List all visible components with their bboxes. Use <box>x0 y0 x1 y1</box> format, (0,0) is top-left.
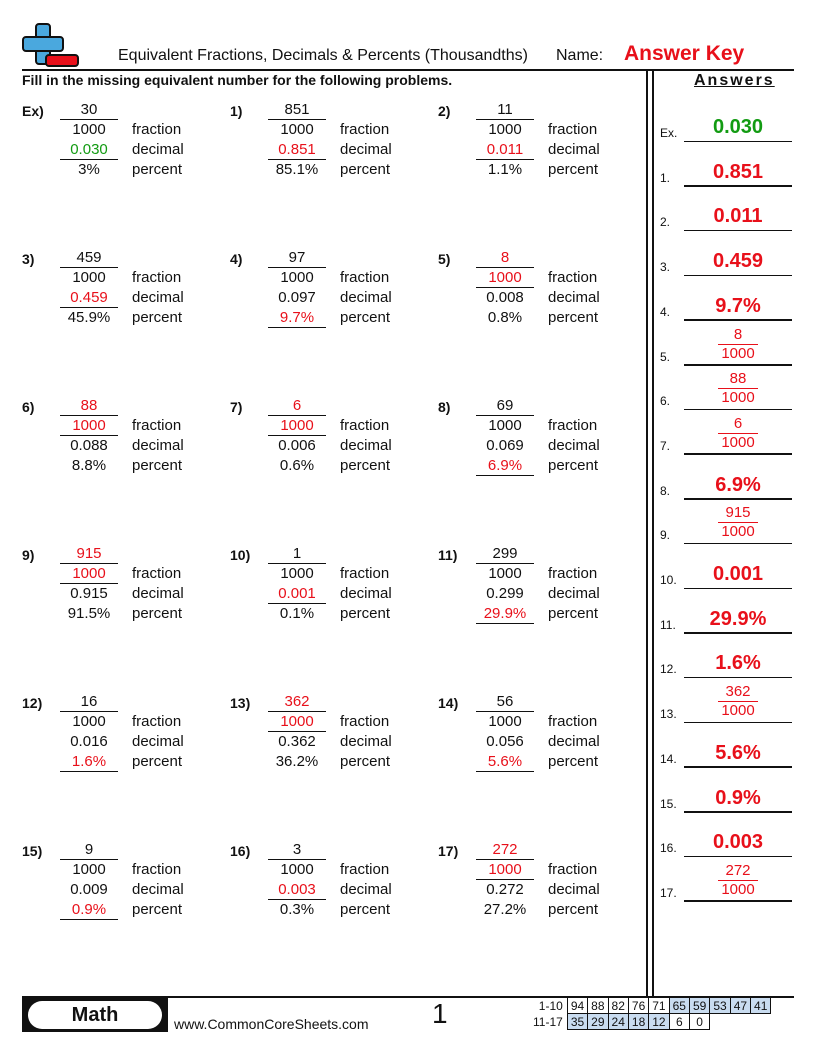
numerator: 459 <box>60 248 118 268</box>
denominator: 1000 <box>268 416 326 436</box>
score-cell: 24 <box>608 1014 628 1030</box>
problem-item <box>438 100 638 200</box>
answer-number: 10. <box>660 573 677 587</box>
answer-row <box>660 502 792 546</box>
answer-number: 14. <box>660 751 677 766</box>
denominator: 1000 <box>280 269 314 286</box>
answer-row <box>660 681 792 725</box>
fraction-label: fraction <box>340 861 390 878</box>
score-cell: 29 <box>588 1014 608 1030</box>
decimal-label: decimal <box>340 141 392 158</box>
decimal-label: decimal <box>548 585 600 602</box>
percent-label: percent <box>132 901 183 918</box>
decimal-label: decimal <box>340 585 392 602</box>
answers-heading: Answers <box>694 72 775 89</box>
problem-item <box>230 692 430 792</box>
percent-value: 0.9% <box>60 900 118 920</box>
answer-value: 5.6% <box>715 741 761 764</box>
answer-fraction <box>684 415 792 452</box>
numerator: 915 <box>60 544 118 564</box>
problem-item <box>22 248 222 348</box>
percent-label: percent <box>548 161 599 178</box>
fraction-label: fraction <box>132 121 182 138</box>
answer-numerator: 6 <box>718 415 758 434</box>
header-divider <box>22 69 794 71</box>
fraction-label: fraction <box>340 269 390 286</box>
answer-number: 5. <box>660 349 671 364</box>
name-label: Name: <box>556 47 604 64</box>
score-cell: 94 <box>567 998 587 1014</box>
answers-column-divider <box>646 70 648 998</box>
answer-row <box>660 413 792 457</box>
denominator: 1000 <box>72 713 106 730</box>
answer-fraction <box>684 326 792 363</box>
problem-number: 3) <box>22 251 35 267</box>
answer-line <box>684 856 792 858</box>
fraction-label: fraction <box>340 565 390 582</box>
plus-minus-logo-icon <box>22 22 80 68</box>
numerator: 272 <box>476 840 534 860</box>
decimal-value: 0.030 <box>60 140 118 160</box>
problem-item <box>230 396 430 496</box>
answer-row <box>660 726 792 770</box>
answer-number: 9. <box>660 528 671 543</box>
score-cell: 53 <box>710 998 730 1014</box>
percent-value: 91.5% <box>67 605 111 622</box>
answer-value: 0.003 <box>712 831 764 854</box>
answer-line <box>684 766 792 768</box>
numerator: 88 <box>60 396 118 416</box>
percent-label: percent <box>548 457 599 474</box>
decimal-label: decimal <box>340 881 392 898</box>
decimal-label: decimal <box>132 437 184 454</box>
answer-number: 1. <box>660 170 671 185</box>
problem-number: 1) <box>230 103 243 119</box>
percent-value: 0.3% <box>279 901 315 918</box>
answer-numerator: 88 <box>718 370 758 389</box>
problem-item <box>438 544 638 644</box>
problem-number: 8) <box>438 399 451 415</box>
fraction-label: fraction <box>548 861 598 878</box>
percent-value: 36.2% <box>275 753 319 770</box>
decimal-label: decimal <box>548 289 600 306</box>
percent-value: 85.1% <box>275 161 319 178</box>
percent-label: percent <box>548 605 599 622</box>
answer-row <box>660 547 792 591</box>
problem-number: 12) <box>22 695 43 711</box>
answer-denominator: 1000 <box>721 880 755 898</box>
numerator: 16 <box>60 692 118 712</box>
decimal-label: decimal <box>548 141 600 158</box>
percent-value: 1.6% <box>60 752 118 772</box>
problem-number: Ex) <box>22 103 44 119</box>
problem-number: 10) <box>230 547 251 563</box>
percent-label: percent <box>132 309 183 326</box>
answer-value: 29.9% <box>709 607 767 630</box>
answer-denominator: 1000 <box>721 702 755 720</box>
numerator: 9 <box>60 840 118 860</box>
answer-number: 12. <box>660 662 677 677</box>
fraction-label: fraction <box>548 121 598 138</box>
problem-item <box>438 396 638 496</box>
decimal-value: 0.299 <box>486 585 524 602</box>
answer-row <box>660 324 792 368</box>
decimal-value: 0.097 <box>278 289 316 306</box>
instructions: Fill in the missing equivalent number for the following problems. <box>22 72 453 88</box>
denominator: 1000 <box>488 565 522 582</box>
score-cell: 6 <box>669 1014 689 1030</box>
answer-number: 8. <box>660 483 671 498</box>
answer-line <box>684 409 792 411</box>
answer-row <box>660 100 792 144</box>
percent-label: percent <box>132 605 183 622</box>
numerator: 97 <box>268 248 326 268</box>
score-cell: 18 <box>628 1014 648 1030</box>
fraction-label: fraction <box>548 269 598 286</box>
answer-denominator: 1000 <box>721 523 755 541</box>
decimal-value: 0.088 <box>70 437 108 454</box>
denominator: 1000 <box>60 564 118 584</box>
score-cell: 12 <box>649 1014 669 1030</box>
percent-label: percent <box>132 457 183 474</box>
percent-label: percent <box>340 753 391 770</box>
answer-value: 0.9% <box>715 786 761 809</box>
score-row-label: 1-10 <box>538 998 563 1013</box>
percent-label: percent <box>132 753 183 770</box>
answer-value: 6.9% <box>715 473 761 496</box>
decimal-label: decimal <box>548 437 600 454</box>
answer-fraction <box>684 504 792 541</box>
answer-line <box>684 722 792 724</box>
problem-number: 5) <box>438 251 451 267</box>
answer-number: Ex. <box>660 126 678 140</box>
problem-item <box>438 248 638 348</box>
problem-item <box>230 840 430 940</box>
answer-line <box>684 543 792 545</box>
percent-label: percent <box>340 161 391 178</box>
score-cell: 47 <box>730 998 750 1014</box>
answer-number: 7. <box>660 438 671 453</box>
problem-item <box>22 396 222 496</box>
percent-label: percent <box>548 753 599 770</box>
denominator: 1000 <box>72 269 106 286</box>
score-cell: 35 <box>567 1014 587 1030</box>
fraction-label: fraction <box>132 269 182 286</box>
answer-row <box>660 592 792 636</box>
decimal-label: decimal <box>132 289 184 306</box>
answer-line <box>684 185 792 187</box>
numerator: 69 <box>476 396 534 416</box>
numerator: 56 <box>476 692 534 712</box>
decimal-value: 0.459 <box>60 288 118 308</box>
answer-row <box>660 234 792 278</box>
numerator: 8 <box>476 248 534 268</box>
fraction-label: fraction <box>132 417 182 434</box>
answer-row <box>660 815 792 859</box>
problem-item <box>22 544 222 644</box>
percent-value: 9.7% <box>268 308 326 328</box>
decimal-value: 0.011 <box>476 140 534 160</box>
answer-fraction <box>684 683 792 720</box>
fraction-label: fraction <box>132 861 182 878</box>
percent-label: percent <box>548 309 599 326</box>
fraction-label: fraction <box>132 565 182 582</box>
fraction-label: fraction <box>548 417 598 434</box>
decimal-value: 0.001 <box>268 584 326 604</box>
problem-number: 7) <box>230 399 243 415</box>
score-row-label: 11-17 <box>533 1014 563 1029</box>
answer-line <box>684 498 792 500</box>
answer-line <box>684 230 792 232</box>
answer-line <box>684 588 792 590</box>
percent-value: 0.6% <box>279 457 315 474</box>
numerator: 11 <box>476 100 534 120</box>
decimal-value: 0.006 <box>278 437 316 454</box>
decimal-label: decimal <box>340 733 392 750</box>
answer-numerator: 272 <box>718 862 758 881</box>
problem-number: 16) <box>230 843 251 859</box>
denominator: 1000 <box>280 861 314 878</box>
percent-value: 1.1% <box>487 161 523 178</box>
answer-line <box>684 364 792 366</box>
answer-row <box>660 145 792 189</box>
decimal-value: 0.915 <box>70 585 108 602</box>
score-cell: 65 <box>669 998 689 1014</box>
answer-row <box>660 636 792 680</box>
percent-value: 3% <box>78 161 100 178</box>
answer-number: 15. <box>660 796 677 811</box>
problem-item <box>22 840 222 940</box>
fraction-label: fraction <box>340 121 390 138</box>
percent-value: 27.2% <box>483 901 527 918</box>
decimal-value: 0.272 <box>486 881 524 898</box>
numerator: 299 <box>476 544 534 564</box>
percent-value: 0.8% <box>487 309 523 326</box>
fraction-label: fraction <box>548 713 598 730</box>
answer-value: 0.030 <box>712 116 764 138</box>
answer-denominator: 1000 <box>721 344 755 362</box>
answer-value: 0.851 <box>712 160 764 183</box>
score-cell: 0 <box>689 1014 709 1030</box>
decimal-label: decimal <box>340 437 392 454</box>
score-cell: 41 <box>751 998 771 1014</box>
page-number: 1 <box>432 998 448 1029</box>
problem-item <box>230 100 430 200</box>
problem-item <box>230 248 430 348</box>
answer-number: 4. <box>660 304 671 319</box>
answer-numerator: 915 <box>718 504 758 523</box>
answer-denominator: 1000 <box>721 389 755 407</box>
numerator: 1 <box>268 544 326 564</box>
answers-column-divider <box>652 70 654 998</box>
answer-number: 6. <box>660 394 671 409</box>
decimal-value: 0.008 <box>486 289 524 306</box>
answer-number: 17. <box>660 885 677 900</box>
numerator: 851 <box>268 100 326 120</box>
answer-number: 3. <box>660 260 671 275</box>
answer-numerator: 362 <box>718 683 758 702</box>
denominator: 1000 <box>72 861 106 878</box>
denominator: 1000 <box>488 417 522 434</box>
decimal-value: 0.851 <box>268 140 326 160</box>
denominator: 1000 <box>268 712 326 732</box>
problem-number: 14) <box>438 695 459 711</box>
answer-row <box>660 771 792 815</box>
answer-line <box>684 319 792 321</box>
answer-number: 11. <box>660 617 676 632</box>
denominator: 1000 <box>488 121 522 138</box>
numerator: 6 <box>268 396 326 416</box>
decimal-value: 0.003 <box>268 880 326 900</box>
answer-numerator: 8 <box>718 326 758 345</box>
answer-number: 13. <box>660 707 677 722</box>
percent-value: 29.9% <box>476 604 534 624</box>
score-cell: 71 <box>649 998 669 1014</box>
answer-value: 0.001 <box>712 563 764 585</box>
fraction-label: fraction <box>548 565 598 582</box>
answer-value: 9.7% <box>715 294 761 317</box>
problem-item <box>438 692 638 792</box>
percent-label: percent <box>340 457 391 474</box>
problem-number: 11) <box>438 547 458 563</box>
score-cell: 88 <box>588 998 608 1014</box>
decimal-label: decimal <box>132 733 184 750</box>
problem-number: 13) <box>230 695 251 711</box>
answer-value: 0.459 <box>712 250 764 273</box>
answer-value: 0.011 <box>713 205 763 228</box>
score-row <box>530 998 771 1014</box>
fraction-label: fraction <box>132 713 182 730</box>
decimal-label: decimal <box>548 733 600 750</box>
score-cell: 82 <box>608 998 628 1014</box>
denominator: 1000 <box>60 416 118 436</box>
answer-line <box>684 677 792 679</box>
answer-value: 1.6% <box>715 652 761 675</box>
problem-item <box>22 100 222 200</box>
decimal-label: decimal <box>548 881 600 898</box>
answer-fraction <box>684 862 792 899</box>
percent-label: percent <box>340 605 391 622</box>
denominator: 1000 <box>72 121 106 138</box>
decimal-value: 0.362 <box>278 733 316 750</box>
problem-number: 15) <box>22 843 43 859</box>
percent-value: 6.9% <box>476 456 534 476</box>
decimal-value: 0.069 <box>486 437 524 454</box>
problem-number: 2) <box>438 103 451 119</box>
score-row <box>530 1014 771 1030</box>
denominator: 1000 <box>280 565 314 582</box>
percent-label: percent <box>340 901 391 918</box>
answer-row <box>660 860 792 904</box>
worksheet-title: Equivalent Fractions, Decimals & Percents (Thousandths) <box>118 47 528 64</box>
answer-row <box>660 368 792 412</box>
problem-item <box>22 692 222 792</box>
problem-item <box>230 544 430 644</box>
denominator: 1000 <box>476 268 534 288</box>
fraction-label: fraction <box>340 713 390 730</box>
answer-row <box>660 458 792 502</box>
answer-line <box>684 900 792 902</box>
answer-line <box>684 632 792 634</box>
answer-number: 2. <box>660 215 671 230</box>
score-table <box>530 997 771 1030</box>
answer-line <box>684 811 792 813</box>
answer-number: 16. <box>660 841 677 856</box>
decimal-value: 0.056 <box>486 733 524 750</box>
percent-value: 0.1% <box>279 605 315 622</box>
denominator: 1000 <box>476 860 534 880</box>
denominator: 1000 <box>488 713 522 730</box>
percent-value: 8.8% <box>71 457 107 474</box>
answer-row <box>660 279 792 323</box>
answer-key-label: Answer Key <box>624 42 745 65</box>
problem-number: 6) <box>22 399 35 415</box>
denominator: 1000 <box>280 121 314 138</box>
numerator: 30 <box>60 100 118 120</box>
problem-number: 9) <box>22 547 35 563</box>
percent-label: percent <box>340 309 391 326</box>
percent-value: 5.6% <box>476 752 534 772</box>
answer-line <box>684 275 792 277</box>
problem-item <box>438 840 638 940</box>
score-cell: 76 <box>628 998 648 1014</box>
percent-label: percent <box>548 901 599 918</box>
footer-url: www.CommonCoreSheets.com <box>174 1016 369 1032</box>
percent-label: percent <box>132 161 183 178</box>
numerator: 3 <box>268 840 326 860</box>
answer-fraction <box>684 370 792 407</box>
decimal-label: decimal <box>132 141 184 158</box>
score-cell: 59 <box>689 998 709 1014</box>
decimal-value: 0.009 <box>70 881 108 898</box>
percent-value: 45.9% <box>67 309 111 326</box>
problem-number: 17) <box>438 843 459 859</box>
decimal-label: decimal <box>340 289 392 306</box>
decimal-label: decimal <box>132 881 184 898</box>
answer-denominator: 1000 <box>721 433 755 451</box>
subject-label: Math <box>28 1001 162 1029</box>
decimal-value: 0.016 <box>70 733 108 750</box>
fraction-label: fraction <box>340 417 390 434</box>
problem-number: 4) <box>230 251 243 267</box>
numerator: 362 <box>268 692 326 712</box>
decimal-label: decimal <box>132 585 184 602</box>
answer-line <box>684 453 792 455</box>
answer-line <box>684 141 792 143</box>
answer-row <box>660 189 792 233</box>
